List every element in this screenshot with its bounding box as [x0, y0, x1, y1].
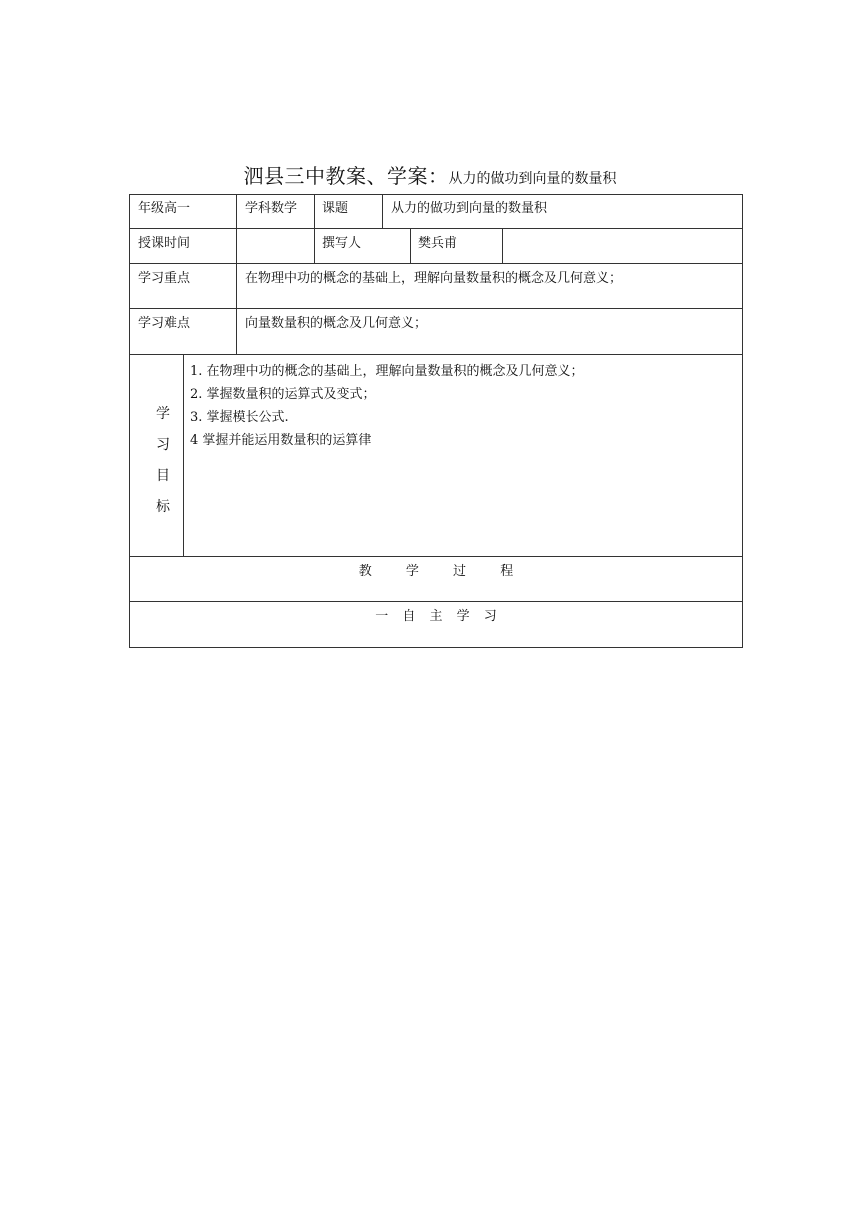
row-divider [129, 228, 743, 229]
focus-value: 在物理中功的概念的基础上，理解向量数量积的概念及几何意义； [245, 271, 623, 286]
title-subtitle: 从力的做功到向量的数量积 [448, 171, 617, 187]
page-title [0, 160, 860, 189]
time-label: 授课时间 [138, 236, 191, 251]
goals-label-char: 目 [156, 468, 170, 484]
goals-label-char: 学 [156, 406, 170, 422]
author-value: 樊兵甫 [418, 236, 458, 251]
col-divider [410, 228, 411, 263]
row-divider [129, 354, 743, 355]
topic-value: 从力的做功到向量的数量积 [391, 201, 548, 216]
author-label: 撰写人 [322, 236, 362, 251]
col-divider [502, 228, 503, 263]
focus-label: 学习重点 [138, 271, 191, 286]
grade-cell: 年级高一 [138, 201, 191, 216]
row-divider [129, 601, 743, 602]
goals-label-char: 习 [156, 437, 170, 453]
title-main: 泗县三中教案、学案： [243, 164, 449, 188]
row-divider [129, 263, 743, 264]
goal-item: 2. 掌握数量积的运算式及变式； [190, 387, 376, 402]
goal-item: 4 掌握并能运用数量积的运算律 [190, 433, 372, 448]
difficulty-value: 向量数量积的概念及几何意义； [245, 316, 428, 331]
col-divider [183, 354, 184, 556]
subject-cell: 学科数学 [245, 201, 298, 216]
col-divider [236, 194, 237, 354]
difficulty-label: 学习难点 [138, 316, 191, 331]
topic-label: 课题 [322, 201, 349, 216]
section-1-heading: 一 自 主 学 习 [375, 609, 497, 624]
col-divider [382, 194, 383, 228]
row-divider [129, 308, 743, 309]
goal-item: 3. 掌握模长公式. [190, 410, 289, 425]
col-divider [314, 194, 315, 263]
goals-label-char: 标 [156, 499, 170, 515]
goal-item: 1. 在物理中功的概念的基础上，理解向量数量积的概念及几何意义； [190, 364, 584, 379]
row-divider [129, 556, 743, 557]
process-label: 教 学 过 程 [358, 564, 514, 579]
